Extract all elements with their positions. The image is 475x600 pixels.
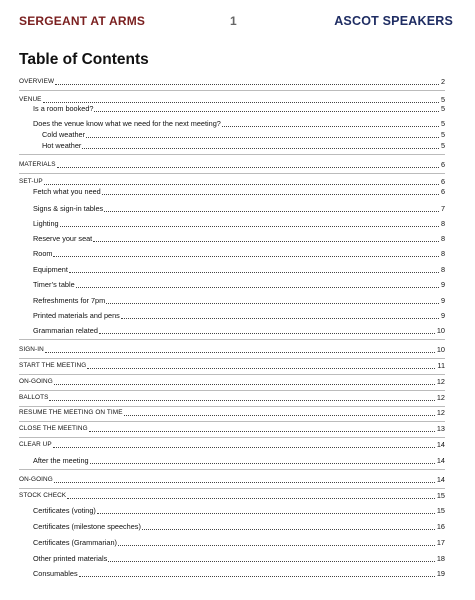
dot-leader bbox=[49, 399, 434, 401]
toc-entry-label: Lighting bbox=[33, 219, 59, 228]
dot-leader bbox=[82, 147, 439, 149]
toc-entry-page: 5 bbox=[440, 104, 445, 113]
section-divider bbox=[19, 154, 445, 155]
toc-entry-label: Other printed materials bbox=[33, 554, 108, 563]
toc-entry-page: 9 bbox=[440, 296, 445, 305]
toc-entry-label: ON-GOING bbox=[19, 378, 53, 385]
toc-entry-label: Equipment bbox=[33, 265, 68, 274]
dot-leader bbox=[54, 383, 435, 385]
toc-entry-label: Printed materials and pens bbox=[33, 311, 120, 320]
dot-leader bbox=[222, 125, 439, 127]
toc-entry[interactable] bbox=[33, 278, 445, 290]
dot-leader bbox=[69, 271, 439, 273]
toc-entry-page: 14 bbox=[436, 475, 445, 484]
toc-entry[interactable] bbox=[33, 552, 445, 564]
toc-entry-label: VENUE bbox=[19, 96, 42, 103]
dot-leader bbox=[102, 193, 439, 195]
toc-entry-label: Consumables bbox=[33, 569, 78, 578]
toc-entry[interactable] bbox=[33, 232, 445, 244]
toc-entry[interactable] bbox=[33, 520, 445, 532]
toc-entry-page: 8 bbox=[440, 219, 445, 228]
toc-entry[interactable] bbox=[33, 454, 445, 466]
toc-entry-label: OVERVIEW bbox=[19, 78, 55, 85]
toc-entry[interactable] bbox=[19, 391, 445, 403]
toc-entry-label: START THE MEETING bbox=[19, 362, 87, 369]
toc-entry-page: 14 bbox=[436, 440, 445, 449]
toc-entry[interactable] bbox=[33, 324, 445, 336]
toc-entry-page: 8 bbox=[440, 265, 445, 274]
section-divider bbox=[19, 339, 445, 340]
toc-entry-label: Certificates (voting) bbox=[33, 506, 96, 515]
dot-leader bbox=[76, 286, 439, 288]
dot-leader bbox=[94, 110, 438, 112]
dot-leader bbox=[99, 332, 435, 334]
toc-entry-label: BALLOTS bbox=[19, 394, 49, 401]
dot-leader bbox=[55, 83, 439, 85]
toc-entry-label: Reserve your seat bbox=[33, 234, 93, 243]
page-header bbox=[19, 14, 453, 32]
toc-entry-page: 10 bbox=[436, 345, 445, 354]
header-page-number: 1 bbox=[230, 14, 237, 28]
toc-entry[interactable] bbox=[33, 294, 445, 306]
toc-entry[interactable] bbox=[19, 343, 445, 355]
toc-entry-page: 9 bbox=[440, 311, 445, 320]
toc-entry-label: Is a room booked? bbox=[33, 104, 94, 113]
dot-leader bbox=[93, 240, 439, 242]
dot-leader bbox=[124, 414, 435, 416]
toc-entry-page: 6 bbox=[440, 160, 445, 169]
toc-entry-page: 14 bbox=[436, 456, 445, 465]
toc-entry-page: 5 bbox=[440, 119, 445, 128]
toc-entry[interactable] bbox=[42, 139, 445, 151]
toc-entry-label: Signs & sign-in tables bbox=[33, 204, 104, 213]
dot-leader bbox=[79, 575, 435, 577]
dot-leader bbox=[121, 317, 439, 319]
section-divider bbox=[19, 469, 445, 470]
toc-entry[interactable] bbox=[19, 422, 445, 434]
toc-entry-page: 5 bbox=[440, 95, 445, 104]
toc-entry[interactable] bbox=[19, 489, 445, 501]
toc-entry-label: Grammarian related bbox=[33, 326, 98, 335]
dot-leader bbox=[108, 560, 435, 562]
toc-entry[interactable] bbox=[33, 102, 445, 114]
toc-entry-label: After the meeting bbox=[33, 456, 89, 465]
toc-entry-page: 15 bbox=[436, 506, 445, 515]
toc-entry-page: 18 bbox=[436, 554, 445, 563]
toc-entry-label: SIGN-IN bbox=[19, 346, 44, 353]
toc-entry-page: 10 bbox=[436, 326, 445, 335]
dot-leader bbox=[67, 497, 435, 499]
dot-leader bbox=[57, 166, 439, 168]
header-left-title: SERGEANT AT ARMS bbox=[19, 14, 146, 28]
toc-title: Table of Contents bbox=[19, 51, 149, 68]
toc-entry[interactable] bbox=[33, 309, 445, 321]
toc-entry[interactable] bbox=[19, 438, 445, 450]
header-right-title: ASCOT SPEAKERS bbox=[334, 14, 453, 28]
toc-entry-page: 12 bbox=[436, 408, 445, 417]
toc-entry-label: Timer’s table bbox=[33, 280, 75, 289]
dot-leader bbox=[60, 225, 439, 227]
toc-entry-page: 19 bbox=[436, 569, 445, 578]
toc-entry-page: 2 bbox=[440, 77, 445, 86]
section-divider bbox=[19, 173, 445, 174]
toc-entry[interactable] bbox=[33, 536, 445, 548]
toc-entry-page: 16 bbox=[436, 522, 445, 531]
toc-entry[interactable] bbox=[19, 375, 445, 387]
toc-entry-page: 6 bbox=[440, 187, 445, 196]
toc-entry-label: Refreshments for 7pm bbox=[33, 296, 106, 305]
toc-entry[interactable] bbox=[33, 185, 445, 197]
toc-entry-label: CLEAR UP bbox=[19, 441, 52, 448]
toc-entry-page: 15 bbox=[436, 491, 445, 500]
dot-leader bbox=[86, 136, 439, 138]
toc-entry[interactable] bbox=[33, 263, 445, 275]
dot-leader bbox=[104, 210, 439, 212]
toc-entry-label: Does the venue know what we need for the next meeting? bbox=[33, 119, 221, 128]
toc-entry-label: Room bbox=[33, 249, 53, 258]
dot-leader bbox=[54, 481, 435, 483]
toc-entry[interactable] bbox=[33, 504, 445, 516]
toc-entry-label: Fetch what you need bbox=[33, 187, 101, 196]
toc-entry[interactable] bbox=[19, 359, 445, 371]
toc-entry-page: 5 bbox=[440, 130, 445, 139]
toc-entry-page: 12 bbox=[436, 393, 445, 402]
dot-leader bbox=[53, 255, 438, 257]
toc-entry[interactable] bbox=[19, 473, 445, 485]
toc-entry-page: 7 bbox=[440, 204, 445, 213]
dot-leader bbox=[118, 544, 435, 546]
toc-entry-label: MATERIALS bbox=[19, 161, 56, 168]
dot-leader bbox=[142, 528, 435, 530]
toc-entry-label: Certificates (milestone speeches) bbox=[33, 522, 141, 531]
toc-entry-page: 8 bbox=[440, 234, 445, 243]
toc-entry-page: 11 bbox=[437, 361, 445, 370]
section-divider bbox=[19, 90, 445, 91]
toc-entry-page: 8 bbox=[440, 249, 445, 258]
toc-entry-page: 5 bbox=[440, 141, 445, 150]
toc-entry-label: ON-GOING bbox=[19, 476, 53, 483]
toc-entry-label: Cold weather bbox=[42, 130, 85, 139]
toc-entry-page: 13 bbox=[436, 424, 445, 433]
dot-leader bbox=[53, 446, 435, 448]
toc-entry[interactable] bbox=[33, 217, 445, 229]
toc-entry-page: 12 bbox=[436, 377, 445, 386]
toc-entry-label: RESUME THE MEETING ON TIME bbox=[19, 409, 123, 416]
toc-entry-label: SET-UP bbox=[19, 178, 43, 185]
toc-entry[interactable] bbox=[19, 406, 445, 418]
toc-entry-label: Hot weather bbox=[42, 141, 82, 150]
toc-entry-page: 17 bbox=[436, 538, 445, 547]
toc-entry[interactable] bbox=[33, 247, 445, 259]
toc-entry[interactable] bbox=[33, 567, 445, 579]
toc-entry-page: 9 bbox=[440, 280, 445, 289]
dot-leader bbox=[89, 430, 435, 432]
dot-leader bbox=[87, 367, 435, 369]
toc-entry-label: STOCK CHECK bbox=[19, 492, 67, 499]
toc-entry-label: CLOSE THE MEETING bbox=[19, 425, 88, 432]
toc-entry[interactable] bbox=[33, 202, 445, 214]
dot-leader bbox=[106, 302, 439, 304]
toc-entry-page: 6 bbox=[440, 177, 445, 186]
toc-entry[interactable] bbox=[19, 158, 445, 170]
toc-entry[interactable] bbox=[19, 75, 445, 87]
dot-leader bbox=[90, 462, 435, 464]
dot-leader bbox=[97, 512, 435, 514]
toc-entry-label: Certificates (Grammarian) bbox=[33, 538, 117, 547]
dot-leader bbox=[45, 351, 435, 353]
